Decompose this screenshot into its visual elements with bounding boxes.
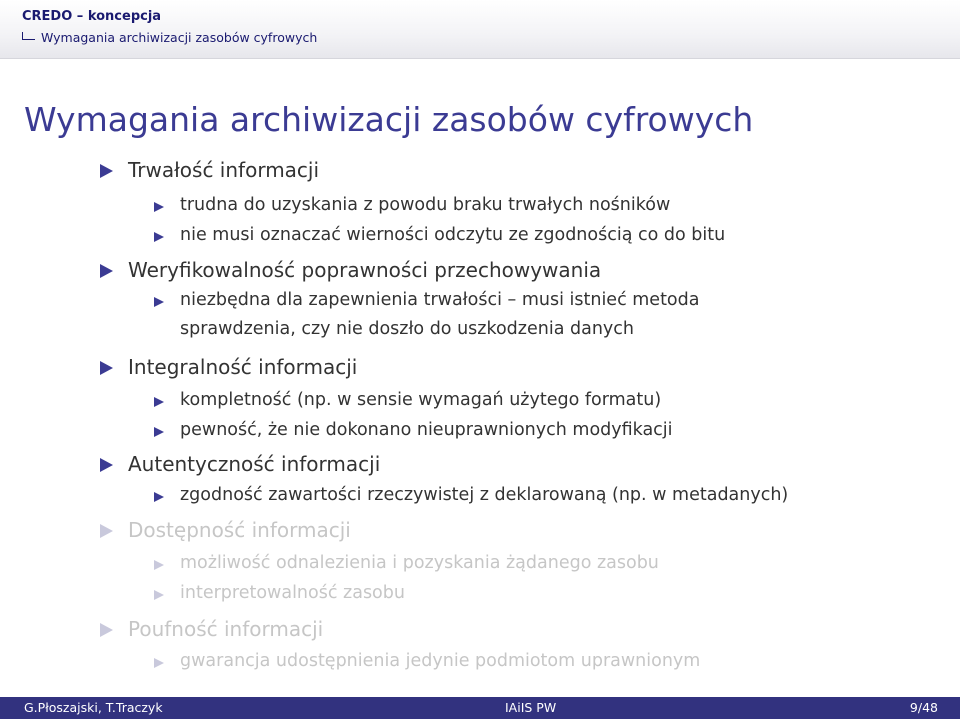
- sub-bullet-item: pewność, że nie dokonano nieuprawnionych modyfikacji: [180, 420, 673, 440]
- footer-institute: IAiIS PW: [505, 700, 557, 715]
- sub-bullet-item: interpretowalność zasobu: [180, 583, 405, 603]
- sub-bullet-triangle-icon: [154, 397, 164, 407]
- slide-title: Wymagania archiwizacji zasobów cyfrowych: [24, 100, 754, 139]
- bullet-item: Autentyczność informacji: [128, 452, 381, 476]
- bullet-triangle-icon: [100, 524, 113, 538]
- sub-bullet-triangle-icon: [154, 202, 164, 212]
- bullet-triangle-icon: [100, 623, 113, 637]
- sub-bullet-continuation: sprawdzenia, czy nie doszło do uszkodzenia danych: [180, 319, 634, 339]
- bullet-item: Dostępność informacji: [128, 518, 351, 542]
- bullet-item: Trwałość informacji: [128, 158, 320, 182]
- sub-bullet-triangle-icon: [154, 658, 164, 668]
- bullet-triangle-icon: [100, 264, 113, 278]
- sub-bullet-triangle-icon: [154, 560, 164, 570]
- bullet-item: Integralność informacji: [128, 355, 358, 379]
- sub-bullet-triangle-icon: [154, 232, 164, 242]
- footer-page-number: 9/48: [909, 700, 938, 715]
- slide-footer: [0, 697, 960, 719]
- sub-bullet-item: możliwość odnalezienia i pozyskania żądanego zasobu: [180, 553, 659, 573]
- bullet-triangle-icon: [100, 164, 113, 178]
- bullet-triangle-icon: [100, 458, 113, 472]
- sub-bullet-item: kompletność (np. w sensie wymagań użytego formatu): [180, 390, 662, 410]
- sub-bullet-triangle-icon: [154, 590, 164, 600]
- sub-bullet-triangle-icon: [154, 297, 164, 307]
- footer-authors: G.Płoszajski, T.Traczyk: [24, 700, 163, 715]
- bullet-item: Poufność informacji: [128, 617, 324, 641]
- bullet-triangle-icon: [100, 361, 113, 375]
- header-section-title: CREDO – koncepcja: [22, 9, 162, 24]
- header-subsection-label: Wymagania archiwizacji zasobów cyfrowych: [41, 30, 318, 45]
- sub-bullet-item: trudna do uzyskania z powodu braku trwałych nośników: [180, 195, 671, 215]
- sub-bullet-item: niezbędna dla zapewnienia trwałości – musi istnieć metoda: [180, 290, 700, 310]
- sub-bullet-triangle-icon: [154, 427, 164, 437]
- sub-bullet-item: gwarancja udostępnienia jedynie podmiotom uprawnionym: [180, 651, 701, 671]
- sub-bullet-item: zgodność zawartości rzeczywistej z deklarowaną (np. w metadanych): [180, 485, 789, 505]
- sub-bullet-triangle-icon: [154, 492, 164, 502]
- sub-bullet-item: nie musi oznaczać wierności odczytu ze zgodnością co do bitu: [180, 225, 726, 245]
- bullet-item: Weryfikowalność poprawności przechowywania: [128, 258, 602, 282]
